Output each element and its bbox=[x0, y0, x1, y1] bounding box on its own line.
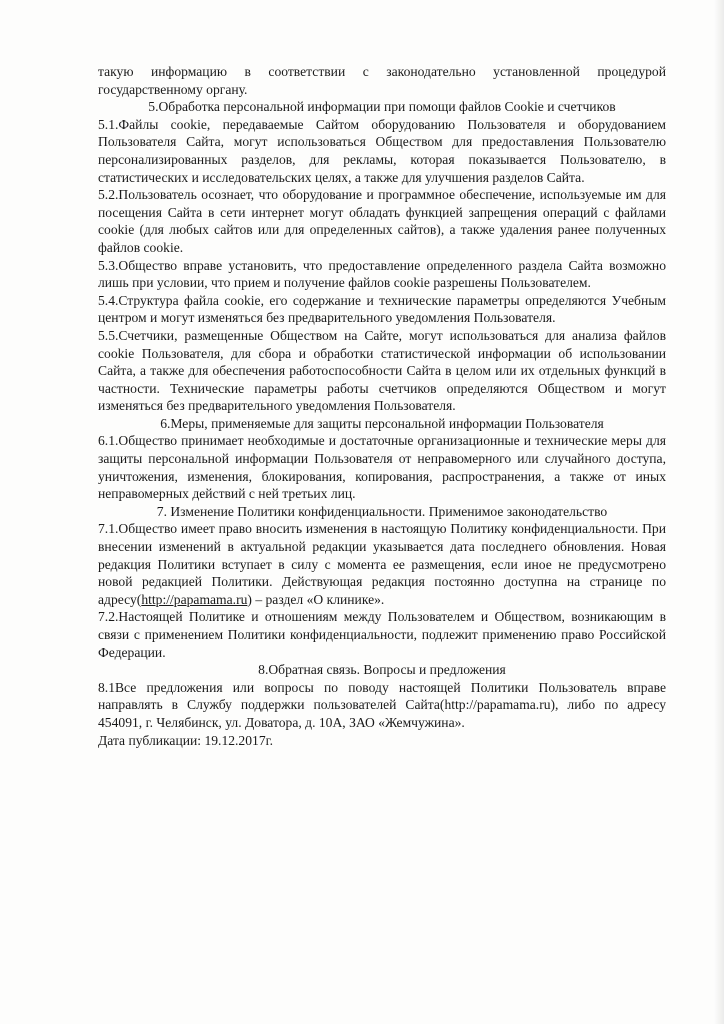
paragraph-5-1: 5.1.Файлы cookie, передаваемые Сайтом оборудованию Пользователя и оборудованием Пользователя Сайта, могут использоваться Обществом для предоставления Пользователю персонализированных разделов, для рекламы, которая показывается Пользователю, в статистических и исследовательских целях, а также для улучшения разделов Сайта. bbox=[98, 116, 666, 185]
paragraph-5-2: 5.2.Пользователь осознает, что оборудование и программное обеспечение, используемые им для посещения Сайта в сети интернет могут обладать функцией запрещения операций с файлами cookie (для любых сайтов или для определенных сайтов), а также удаления ранее полученных файлов cookie. bbox=[98, 187, 666, 255]
paragraph-5-5: 5.5.Счетчики, размещенные Обществом на Сайте, могут использоваться для анализа файлов cookie Пользователя, для сбора и обработки статистической информации об использовании Сайта, а также для обеспечения работоспособности Сайта в целом или их отдельных функций в частности. Технические параметры работы счетчиков определяются Обществом и могут изменяться без предварительного уведомления Пользователя. bbox=[98, 327, 666, 414]
document-body bbox=[98, 63, 666, 749]
intro-text: такую информацию в соответствии с законодательно установленной процедурой государственному органу. bbox=[98, 64, 666, 97]
section-8-heading: 8.Обратная связь. Вопросы и предложения bbox=[258, 662, 506, 678]
paragraph-5-3: 5.3.Общество вправе установить, что предоставление определенного раздела Сайта возможно лишь при условии, что прием и получение файлов cookie разрешены Пользователем. bbox=[98, 257, 666, 291]
section-7-heading: 7. Изменение Политики конфиденциальности. Применимое законодательство bbox=[156, 503, 608, 519]
paragraph-7-1-tail: ) – раздел «О клинике». bbox=[247, 591, 385, 607]
paragraph-5-4: 5.4.Структура файла cookie, его содержание и технические параметры определяются Учебным центром и могут изменяться без предварительного уведомления Пользователя. bbox=[98, 292, 666, 326]
scan-shadow bbox=[714, 0, 724, 1024]
site-link[interactable]: http://papamama.ru bbox=[141, 591, 248, 607]
paragraph-7-2: 7.2.Настоящей Политике и отношениям между Пользователем и Обществом, возникающим в связи с применением Политики конфиденциальности, подлежит применению право Российской Федерации. bbox=[98, 609, 666, 660]
section-6-heading: 6.Меры, применяемые для защиты персональной информации Пользователя bbox=[160, 415, 604, 431]
paragraph-8-1: 8.1Все предложения или вопросы по поводу настоящей Политики Пользователь вправе направлять в Службу поддержки пользователей Сайта(http://papamama.ru), либо по адресу 454091, г. Челябинск, ул. Доватора, д. 10А, ЗАО «Жемчужина». bbox=[98, 679, 666, 730]
publication-date: Дата публикации: 19.12.2017г. bbox=[98, 732, 274, 748]
paragraph-7-1 bbox=[98, 520, 666, 608]
paragraph-6-1: 6.1.Общество принимает необходимые и достаточные организационные и технические меры для защиты персональной информации Пользователя от неправомерного или случайного доступа, уничтожения, изменения, блокирования, копирования, распространения, а также от иных неправомерных действий с ней третьих лиц. bbox=[98, 433, 666, 502]
section-5-heading: 5.Обработка персональной информации при помощи файлов Cookie и счетчиков bbox=[148, 99, 616, 115]
paragraph-7-1-text: 7.1.Общество имеет право вносить изменения в настоящую Политику конфиденциальности. При внесении изменений в актуальной редакции указывается дата последнего обновления. Новая редакция Политики вступает в силу с момента ее размещения, если иное не предусмотрено новой редакцией Политики. Действующая редакция постоянно доступна на странице по адресу( bbox=[98, 521, 666, 607]
